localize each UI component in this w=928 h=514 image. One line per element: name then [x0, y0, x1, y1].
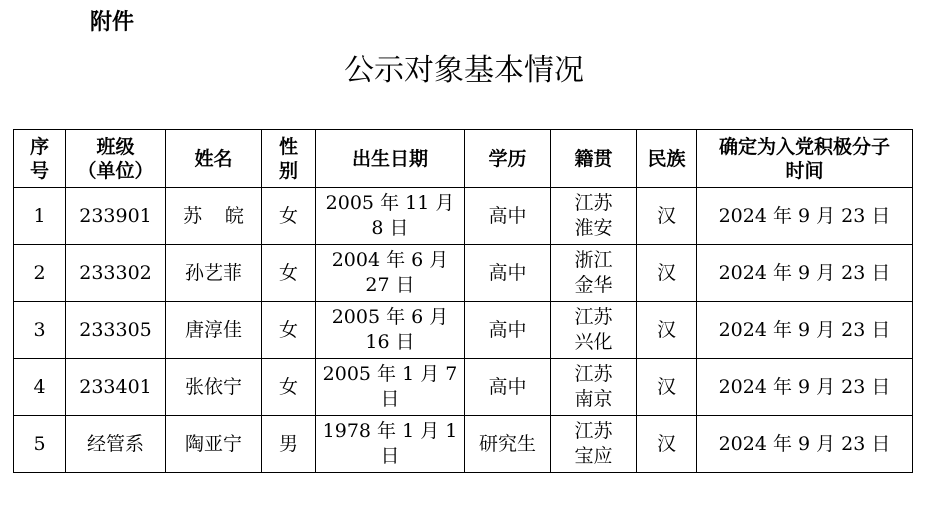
- cell-name: 苏皖: [166, 188, 262, 245]
- cell-birth-date: 2004 年 6 月 27 日: [316, 245, 465, 302]
- cell-education: 高中: [465, 245, 551, 302]
- table-header-row: [14, 130, 913, 188]
- cell-education: 高中: [465, 359, 551, 416]
- cell-name: 张依宁: [166, 359, 262, 416]
- cell-birth-date: 1978 年 1 月 1 日: [316, 416, 465, 473]
- header-gender: 性 别: [262, 130, 316, 188]
- cell-unit: 233401: [66, 359, 166, 416]
- cell-ethnicity: 汉: [637, 245, 697, 302]
- header-activist-date: 确定为入党积极分子 时间: [697, 130, 913, 188]
- attachment-label: 附件: [90, 10, 135, 35]
- cell-birth-date: 2005 年 1 月 7 日: [316, 359, 465, 416]
- cell-activist-date: 2024 年 9 月 23 日: [697, 188, 913, 245]
- cell-activist-date: 2024 年 9 月 23 日: [697, 359, 913, 416]
- cell-native-place: 江苏 淮安: [551, 188, 637, 245]
- cell-seq: 4: [14, 359, 66, 416]
- cell-birth-date: 2005 年 6 月 16 日: [316, 302, 465, 359]
- cell-name: 陶亚宁: [166, 416, 262, 473]
- cell-name: 孙艺菲: [166, 245, 262, 302]
- header-native-place: 籍贯: [551, 130, 637, 188]
- cell-gender: 女: [262, 302, 316, 359]
- cell-ethnicity: 汉: [637, 416, 697, 473]
- header-unit: 班级 （单位）: [66, 130, 166, 188]
- cell-seq: 5: [14, 416, 66, 473]
- candidate-table: [13, 129, 913, 473]
- cell-education: 高中: [465, 188, 551, 245]
- cell-unit: 233302: [66, 245, 166, 302]
- header-name: 姓名: [166, 130, 262, 188]
- cell-native-place: 浙江 金华: [551, 245, 637, 302]
- cell-unit: 233901: [66, 188, 166, 245]
- cell-seq: 3: [14, 302, 66, 359]
- table-row: [14, 359, 913, 416]
- header-ethnicity: 民族: [637, 130, 697, 188]
- cell-name: 唐淳佳: [166, 302, 262, 359]
- cell-gender: 女: [262, 359, 316, 416]
- cell-activist-date: 2024 年 9 月 23 日: [697, 302, 913, 359]
- header-birth-date: 出生日期: [316, 130, 465, 188]
- cell-unit: 233305: [66, 302, 166, 359]
- cell-gender: 女: [262, 188, 316, 245]
- table-row: [14, 302, 913, 359]
- cell-unit: 经管系: [66, 416, 166, 473]
- header-education: 学历: [465, 130, 551, 188]
- table-row: [14, 416, 913, 473]
- cell-seq: 2: [14, 245, 66, 302]
- cell-native-place: 江苏 兴化: [551, 302, 637, 359]
- cell-native-place: 江苏 南京: [551, 359, 637, 416]
- cell-gender: 男: [262, 416, 316, 473]
- cell-birth-date: 2005 年 11 月 8 日: [316, 188, 465, 245]
- table-row: [14, 188, 913, 245]
- cell-activist-date: 2024 年 9 月 23 日: [697, 416, 913, 473]
- cell-ethnicity: 汉: [637, 359, 697, 416]
- document-title: 公示对象基本情况: [344, 53, 584, 88]
- cell-native-place: 江苏 宝应: [551, 416, 637, 473]
- cell-gender: 女: [262, 245, 316, 302]
- cell-ethnicity: 汉: [637, 302, 697, 359]
- cell-ethnicity: 汉: [637, 188, 697, 245]
- cell-education: 研究生: [465, 416, 551, 473]
- cell-activist-date: 2024 年 9 月 23 日: [697, 245, 913, 302]
- header-seq: 序 号: [14, 130, 66, 188]
- cell-education: 高中: [465, 302, 551, 359]
- cell-seq: 1: [14, 188, 66, 245]
- table-row: [14, 245, 913, 302]
